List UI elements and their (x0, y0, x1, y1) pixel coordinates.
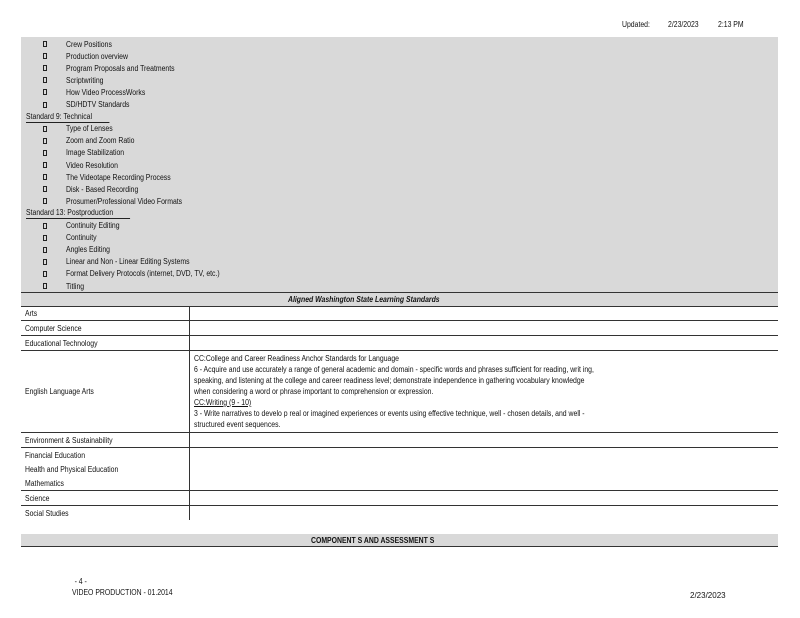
outline-item-text: Linear and Non - Linear Editing Systems (66, 257, 190, 267)
page-number: - 4 - (74, 577, 87, 586)
outline-item (21, 135, 778, 147)
standards-table (21, 306, 778, 520)
course-code: VIDEO PRODUCTION - 01.2014 (72, 588, 173, 597)
aligned-standards-heading-bar (21, 292, 778, 307)
standards-text-line: 3 - Write narratives to develo p real or imagined experiences or events using effective technique, well - chosen details, and well - (194, 409, 585, 418)
outline-item-text: Format Delivery Protocols (internet, DVD, TV, etc.) (66, 269, 220, 279)
standards-text-line: when considering a word or phrase important to comprehension or expression. (194, 387, 434, 396)
outline-item-text: Production overview (66, 51, 128, 61)
outline-item-text: Image Stabilization (66, 148, 125, 158)
outline-item-text: Crew Positions (66, 39, 112, 49)
outline-item-text: Continuity Editing (66, 221, 120, 230)
standards-row (21, 476, 778, 491)
bullet-box-icon (43, 138, 47, 144)
standard-heading (21, 207, 778, 219)
bullet-box-icon (43, 89, 47, 95)
standards-content-cell (190, 448, 779, 463)
bullet-box-icon (43, 41, 47, 47)
updated-stamp (622, 19, 748, 30)
subject-cell (21, 506, 190, 521)
outline-item-text: Scriptwriting (66, 75, 104, 85)
subject-label: Arts (25, 308, 38, 318)
outline-item (21, 195, 778, 207)
bullet-box-icon (43, 102, 47, 108)
bullet-box-icon (43, 186, 47, 192)
subject-cell (21, 321, 190, 336)
outline-item (21, 86, 778, 98)
subject-label: Environment & Sustainability (25, 435, 113, 445)
standards-row (21, 506, 778, 521)
bullet-box-icon (43, 162, 47, 168)
bullet-box-icon (43, 150, 47, 156)
components-heading-bar (21, 534, 778, 547)
bullet-box-icon (43, 53, 47, 59)
outline-item (21, 280, 778, 292)
subject-cell (21, 433, 190, 448)
standards-text-line: speaking, and listening at the college and career readiness level; demonstrate independence in gathering vocabulary knowledge (194, 376, 585, 385)
outline-item (21, 171, 778, 183)
subject-label: Mathematics (25, 478, 65, 488)
standards-row (21, 462, 778, 476)
standard-heading (21, 111, 778, 123)
standards-text-line: CC:Writing (9 - 10) (194, 398, 252, 407)
aligned-standards-heading: Aligned Washington State Learning Standards (288, 295, 440, 304)
outline-item (21, 256, 778, 268)
standards-row (21, 448, 778, 463)
standards-row (21, 433, 778, 448)
subject-label: Computer Science (25, 323, 82, 333)
outline-item-text: Angles Editing (66, 245, 110, 255)
bullet-box-icon (43, 174, 47, 180)
subject-label: Financial Education (25, 450, 86, 460)
outline-item-text: Prosumer/Professional Video Formats (66, 196, 183, 206)
bullet-box-icon (43, 126, 47, 132)
standard-heading-text: Standard 9: Technical (26, 111, 109, 123)
subject-label: Social Studies (25, 508, 69, 518)
outline-item (21, 74, 778, 86)
standards-row (21, 351, 778, 433)
outline-item-text: SD/HDTV Standards (66, 100, 130, 109)
components-heading: COMPONENT S AND ASSESSMENT S (311, 536, 435, 545)
outline-item (21, 220, 778, 232)
outline-item (21, 183, 778, 195)
bullet-box-icon (43, 259, 47, 265)
bullet-box-icon (43, 223, 47, 229)
updated-time: 2:13 PM (718, 20, 744, 29)
subject-label: English Language Arts (25, 387, 94, 396)
standards-content-cell (190, 336, 779, 351)
bullet-box-icon (43, 235, 47, 241)
outline-item (21, 147, 778, 159)
standards-row (21, 321, 778, 336)
standards-content-cell (190, 462, 779, 476)
outline-item (21, 244, 778, 256)
outline-item (21, 123, 778, 135)
outline-item (21, 50, 778, 62)
footer-left (72, 576, 189, 598)
subject-label: Science (25, 493, 50, 503)
outline-item-text: Program Proposals and Treatments (66, 63, 175, 73)
standards-text-line: 6 - Acquire and use accurately a range of general academic and domain - specific words and phrases sufficient for reading, writ ing, (194, 365, 594, 374)
standard-heading-text: Standard 13: Postproduction (26, 207, 130, 219)
outline-item-text: How Video ProcessWorks (66, 87, 146, 97)
standards-content-cell (190, 476, 779, 491)
subject-cell (21, 462, 190, 476)
bullet-box-icon (43, 65, 47, 71)
standards-content-cell (190, 506, 779, 521)
bullet-box-icon (43, 271, 47, 277)
updated-date: 2/23/2023 (668, 20, 700, 29)
footer-right (690, 585, 726, 603)
standards-text-line: structured event sequences. (194, 420, 281, 429)
standards-text-line: CC:College and Career Readiness Anchor Standards for Language (194, 354, 400, 363)
standards-content-cell (190, 351, 779, 433)
outline-item (21, 62, 778, 74)
subject-label: Educational Technology (25, 338, 98, 348)
footer-date: 2/23/2023 (690, 591, 726, 600)
subject-cell (21, 351, 190, 433)
standards-content-cell (190, 491, 779, 506)
standards-row (21, 306, 778, 321)
bullet-box-icon (43, 198, 47, 204)
standards-content-cell (190, 433, 779, 448)
outline-item-text: Type of Lenses (66, 124, 113, 134)
bullet-box-icon (43, 77, 47, 83)
outline-item (21, 99, 778, 111)
outline-item-text: The Videotape Recording Process (66, 172, 171, 182)
updated-label: Updated: (622, 20, 650, 29)
outline-item (21, 232, 778, 244)
subject-cell (21, 306, 190, 321)
outline-item-text: Zoom and Zoom Ratio (66, 136, 135, 146)
subject-cell (21, 476, 190, 491)
outline-item (21, 38, 778, 50)
outline-item-text: Continuity (66, 233, 97, 243)
outline-item (21, 268, 778, 280)
outline-item (21, 159, 778, 171)
standards-row (21, 491, 778, 506)
bullet-box-icon (43, 283, 47, 289)
outline-item-text: Video Resolution (66, 160, 118, 170)
subject-cell (21, 491, 190, 506)
standards-content-cell (190, 306, 779, 321)
bullet-box-icon (43, 247, 47, 253)
standards-row (21, 336, 778, 351)
course-outline (21, 37, 778, 292)
subject-cell (21, 336, 190, 351)
outline-item-text: Disk - Based Recording (66, 184, 139, 194)
outline-item-text: Titling (66, 281, 85, 291)
subject-label: Health and Physical Education (25, 464, 119, 474)
subject-cell (21, 448, 190, 463)
standards-content-cell (190, 321, 779, 336)
